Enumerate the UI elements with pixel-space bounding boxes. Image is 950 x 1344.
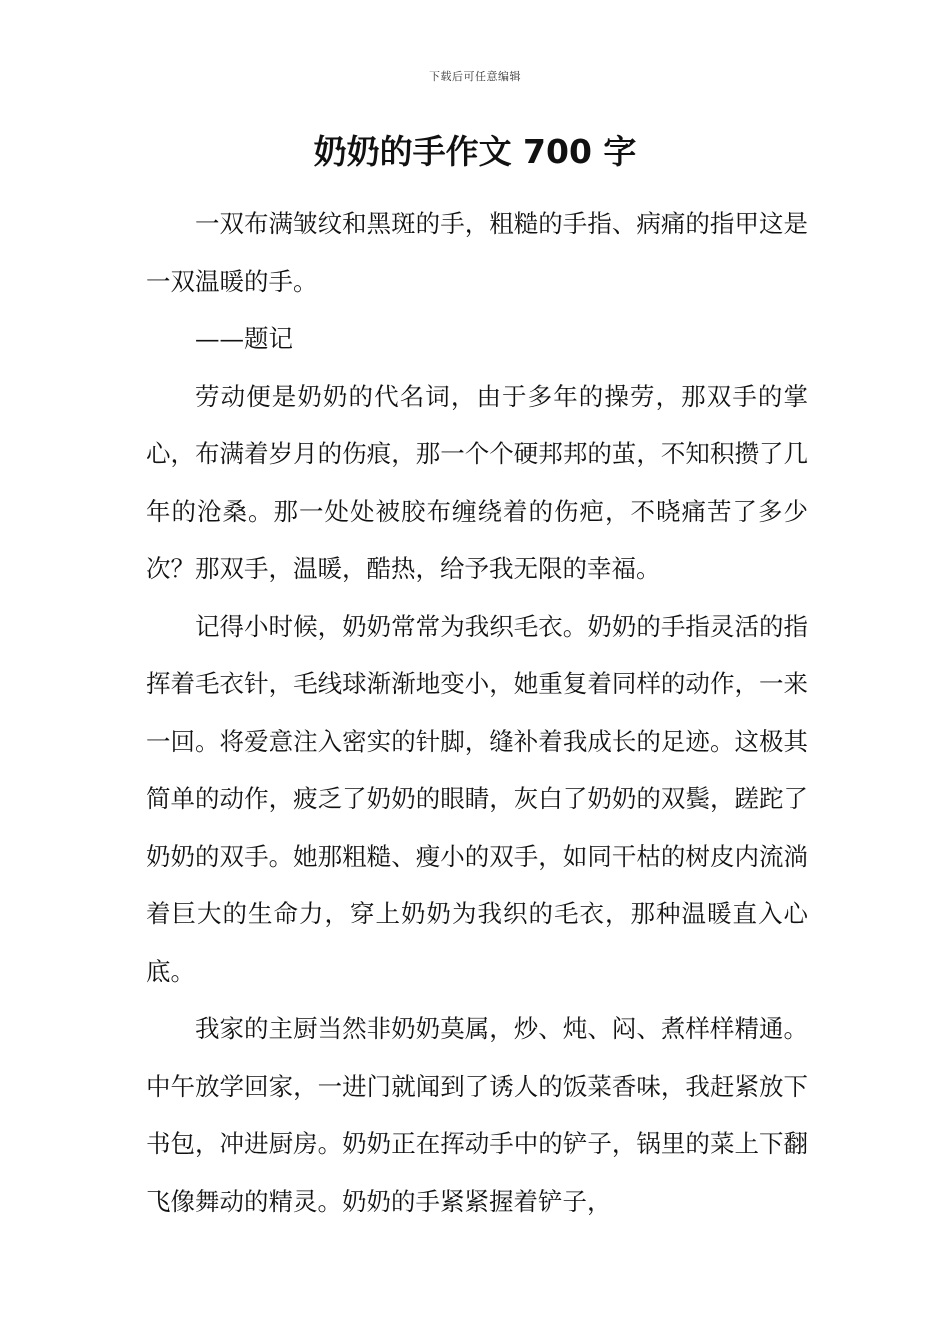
paragraph-cooking: 我家的主厨当然非奶奶莫属，炒、炖、闷、煮样样精通。中午放学回家，一进门就闻到了诱人的饭菜香味，我赶紧放下书包，冲进厨房。奶奶正在挥动手中的铲子，锅里的菜上下翻飞像舞动的精灵。奶奶的手紧紧握着铲子，	[146, 1014, 808, 1216]
document-title: 奶奶的手作文 700 字	[313, 132, 637, 171]
paragraph-epigraph-attribution: ——题记	[195, 324, 293, 353]
paragraph-labor: 劳动便是奶奶的代名词，由于多年的操劳，那双手的掌心，布满着岁月的伤痕，那一个个硬邦邦的茧，不知积攒了几年的沧桑。那一处处被胶布缠绕着的伤疤，不晓痛苦了多少次？那双手，温暖，酷热，给予我无限的幸福。	[146, 381, 808, 583]
paragraph-epigraph: 一双布满皱纹和黑斑的手，粗糙的手指、病痛的指甲这是一双温暖的手。	[146, 209, 808, 296]
page-header-note: 下载后可任意编辑	[429, 70, 521, 83]
paragraph-knitting: 记得小时候，奶奶常常为我织毛衣。奶奶的手指灵活的指挥着毛衣针，毛线球渐渐地变小，她重复着同样的动作，一来一回。将爱意注入密实的针脚，缝补着我成长的足迹。这极其简单的动作，疲乏了奶奶的眼睛，灰白了奶奶的双鬓，蹉跎了奶奶的双手。她那粗糙、瘦小的双手，如同干枯的树皮内流淌着巨大的生命力，穿上奶奶为我织的毛衣，那种温暖直入心底。	[146, 611, 808, 986]
document-body	[146, 195, 808, 1230]
